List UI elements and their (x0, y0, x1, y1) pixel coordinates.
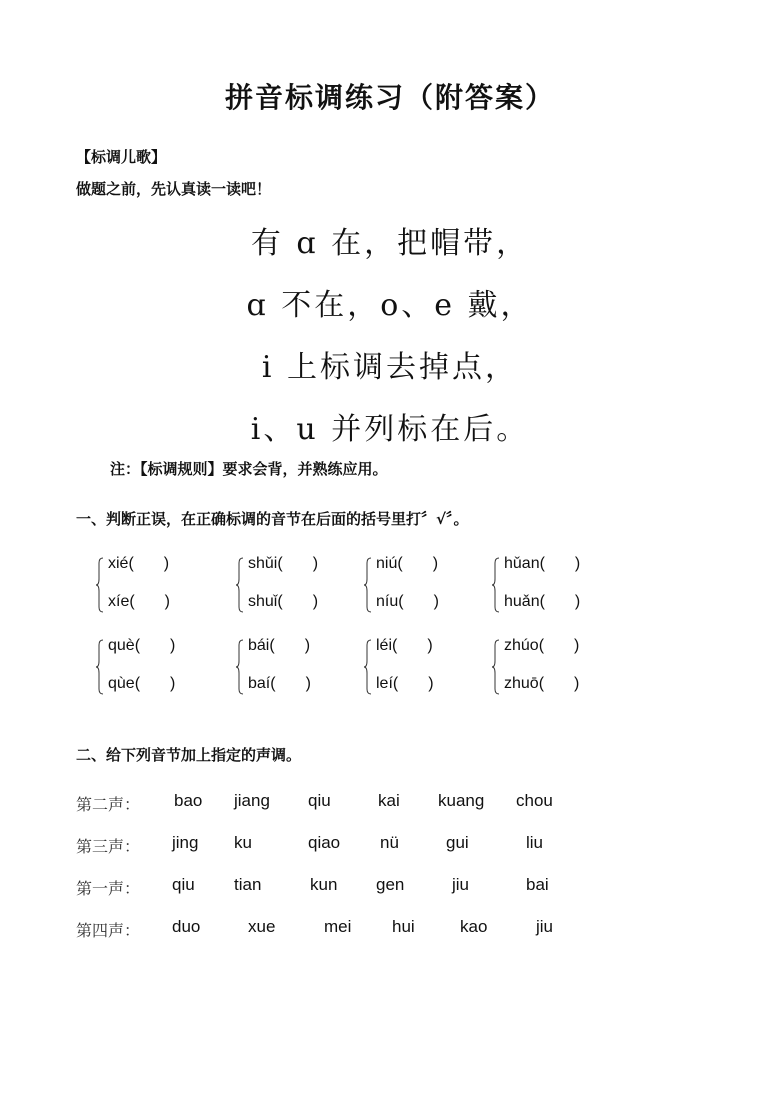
syllable-option (248, 675, 311, 693)
answer-blank[interactable] (276, 675, 306, 693)
section1-heading: 一、判断正误，在正确标调的音节在后面的括号里打〞√〞。 (76, 510, 469, 528)
syllable-item: kuang (438, 791, 485, 810)
answer-blank[interactable] (398, 675, 428, 693)
syllable-item: gen (376, 875, 405, 894)
closing-paren: ) (574, 675, 580, 692)
brace-icon (492, 639, 500, 695)
syllable-item: xue (248, 917, 276, 936)
poem-line-2: ɑ 不在，o、e 戴， (246, 288, 534, 323)
answer-blank[interactable] (545, 555, 575, 573)
answer-blank[interactable] (135, 593, 165, 611)
brace-icon (236, 557, 244, 613)
syllable-text: léi( (376, 637, 398, 654)
closing-paren: ) (312, 555, 319, 572)
answer-blank[interactable] (397, 637, 427, 655)
syllable-item: tian (234, 875, 262, 894)
syllable-option (504, 637, 579, 655)
syllable-text: huǎn( (504, 593, 545, 610)
syllable-text: zhúo( (504, 637, 545, 654)
syllable-text: niú( (376, 555, 403, 572)
syllable-choice-group (364, 637, 484, 697)
syllable-choice-group (364, 555, 484, 615)
page-title: 拼音标调练习（附答案） (224, 81, 555, 114)
syllable-text: què( (108, 637, 141, 654)
syllable-option (108, 593, 170, 611)
brace-icon (96, 639, 104, 695)
syllable-option (504, 593, 580, 611)
syllable-option (248, 637, 310, 655)
closing-paren: ) (170, 675, 176, 692)
syllable-text: leí( (376, 675, 399, 692)
syllable-item: liu (526, 833, 544, 852)
syllable-item: jiu (452, 875, 470, 894)
closing-paren: ) (164, 593, 170, 610)
closing-paren: ) (574, 593, 581, 610)
syllable-item: hui (392, 917, 415, 936)
answer-blank[interactable] (283, 555, 313, 573)
answer-blank[interactable] (403, 555, 433, 573)
syllable-option (376, 637, 433, 655)
poem-line-1: 有 ɑ 在，把帽带， (250, 226, 530, 261)
syllable-item: bao (174, 791, 203, 810)
poem-line-3: i 上标调去掉点， (261, 350, 519, 385)
syllable-text: hǔan( (504, 555, 545, 572)
syllable-choice-group (492, 637, 612, 697)
tone-row-label: 第四声： (76, 921, 141, 940)
syllable-option (376, 675, 434, 693)
syllable-item: bai (526, 875, 549, 894)
brace-icon (96, 557, 104, 613)
syllable-item: mei (324, 917, 352, 936)
answer-blank[interactable] (544, 675, 574, 693)
syllable-text: baí( (248, 675, 276, 692)
syllable-item: gui (446, 833, 469, 852)
syllable-option (108, 555, 169, 573)
syllable-text: zhuō( (504, 675, 545, 692)
answer-blank[interactable] (140, 637, 170, 655)
syllable-text: shuǐ( (248, 593, 283, 610)
syllable-option (376, 593, 439, 611)
closing-paren: ) (574, 637, 580, 654)
answer-blank[interactable] (544, 637, 574, 655)
brace-icon (236, 639, 244, 695)
syllable-option (108, 637, 175, 655)
answer-blank[interactable] (404, 593, 434, 611)
answer-blank[interactable] (283, 593, 313, 611)
syllable-option (376, 555, 438, 573)
closing-paren: ) (574, 555, 581, 572)
syllable-item: chou (516, 791, 553, 810)
syllable-item: duo (172, 917, 201, 936)
brace-icon (364, 639, 372, 695)
tone-row-label: 第二声： (76, 795, 141, 814)
syllable-choice-group (236, 637, 356, 697)
syllable-option (248, 593, 318, 611)
answer-blank[interactable] (545, 593, 575, 611)
section2-heading: 二、给下列音节加上指定的声调。 (76, 746, 302, 764)
answer-blank[interactable] (275, 637, 305, 655)
syllable-option (108, 675, 175, 693)
syllable-text: qùe( (108, 675, 141, 692)
instruction-text: 做题之前，先认真读一读吧！ (76, 180, 272, 198)
brace-icon (492, 557, 500, 613)
closing-paren: ) (432, 555, 439, 572)
answer-blank[interactable] (140, 675, 170, 693)
syllable-choice-group (96, 637, 216, 697)
syllable-choice-group (492, 555, 612, 615)
syllable-item: ku (234, 833, 252, 852)
syllable-option (504, 675, 579, 693)
closing-paren: ) (312, 593, 319, 610)
syllable-choice-group (96, 555, 216, 615)
syllable-item: qiu (308, 791, 331, 810)
tone-row-label: 第一声： (76, 879, 141, 898)
syllable-choice-group (236, 555, 356, 615)
syllable-item: jiang (234, 791, 270, 810)
syllable-option (248, 555, 318, 573)
syllable-item: kai (378, 791, 400, 810)
syllable-item: qiao (308, 833, 341, 852)
syllable-item: jiu (536, 917, 554, 936)
syllable-text: xié( (108, 555, 134, 572)
closing-paren: ) (163, 555, 170, 572)
syllable-text: xíe( (108, 593, 135, 610)
closing-paren: ) (170, 637, 176, 654)
syllable-item: kao (460, 917, 488, 936)
closing-paren: ) (304, 637, 311, 654)
syllable-text: níu( (376, 593, 404, 610)
closing-paren: ) (427, 637, 433, 654)
closing-paren: ) (428, 675, 434, 692)
rule-note: 注：【标调规则】要求会背，并熟练应用。 (110, 460, 388, 478)
syllable-text: shǔi( (248, 555, 283, 572)
syllable-item: qiu (172, 875, 195, 894)
song-header: 【标调儿歌】 (76, 148, 167, 166)
brace-icon (364, 557, 372, 613)
syllable-item: nü (380, 833, 399, 852)
syllable-item: kun (310, 875, 338, 894)
closing-paren: ) (305, 675, 311, 692)
closing-paren: ) (433, 593, 439, 610)
syllable-option (504, 555, 580, 573)
answer-blank[interactable] (134, 555, 164, 573)
syllable-item: jing (172, 833, 199, 852)
tone-row-label: 第三声： (76, 837, 141, 856)
syllable-text: bái( (248, 637, 275, 654)
poem-line-4: i、u 并列标在后。 (250, 412, 530, 447)
